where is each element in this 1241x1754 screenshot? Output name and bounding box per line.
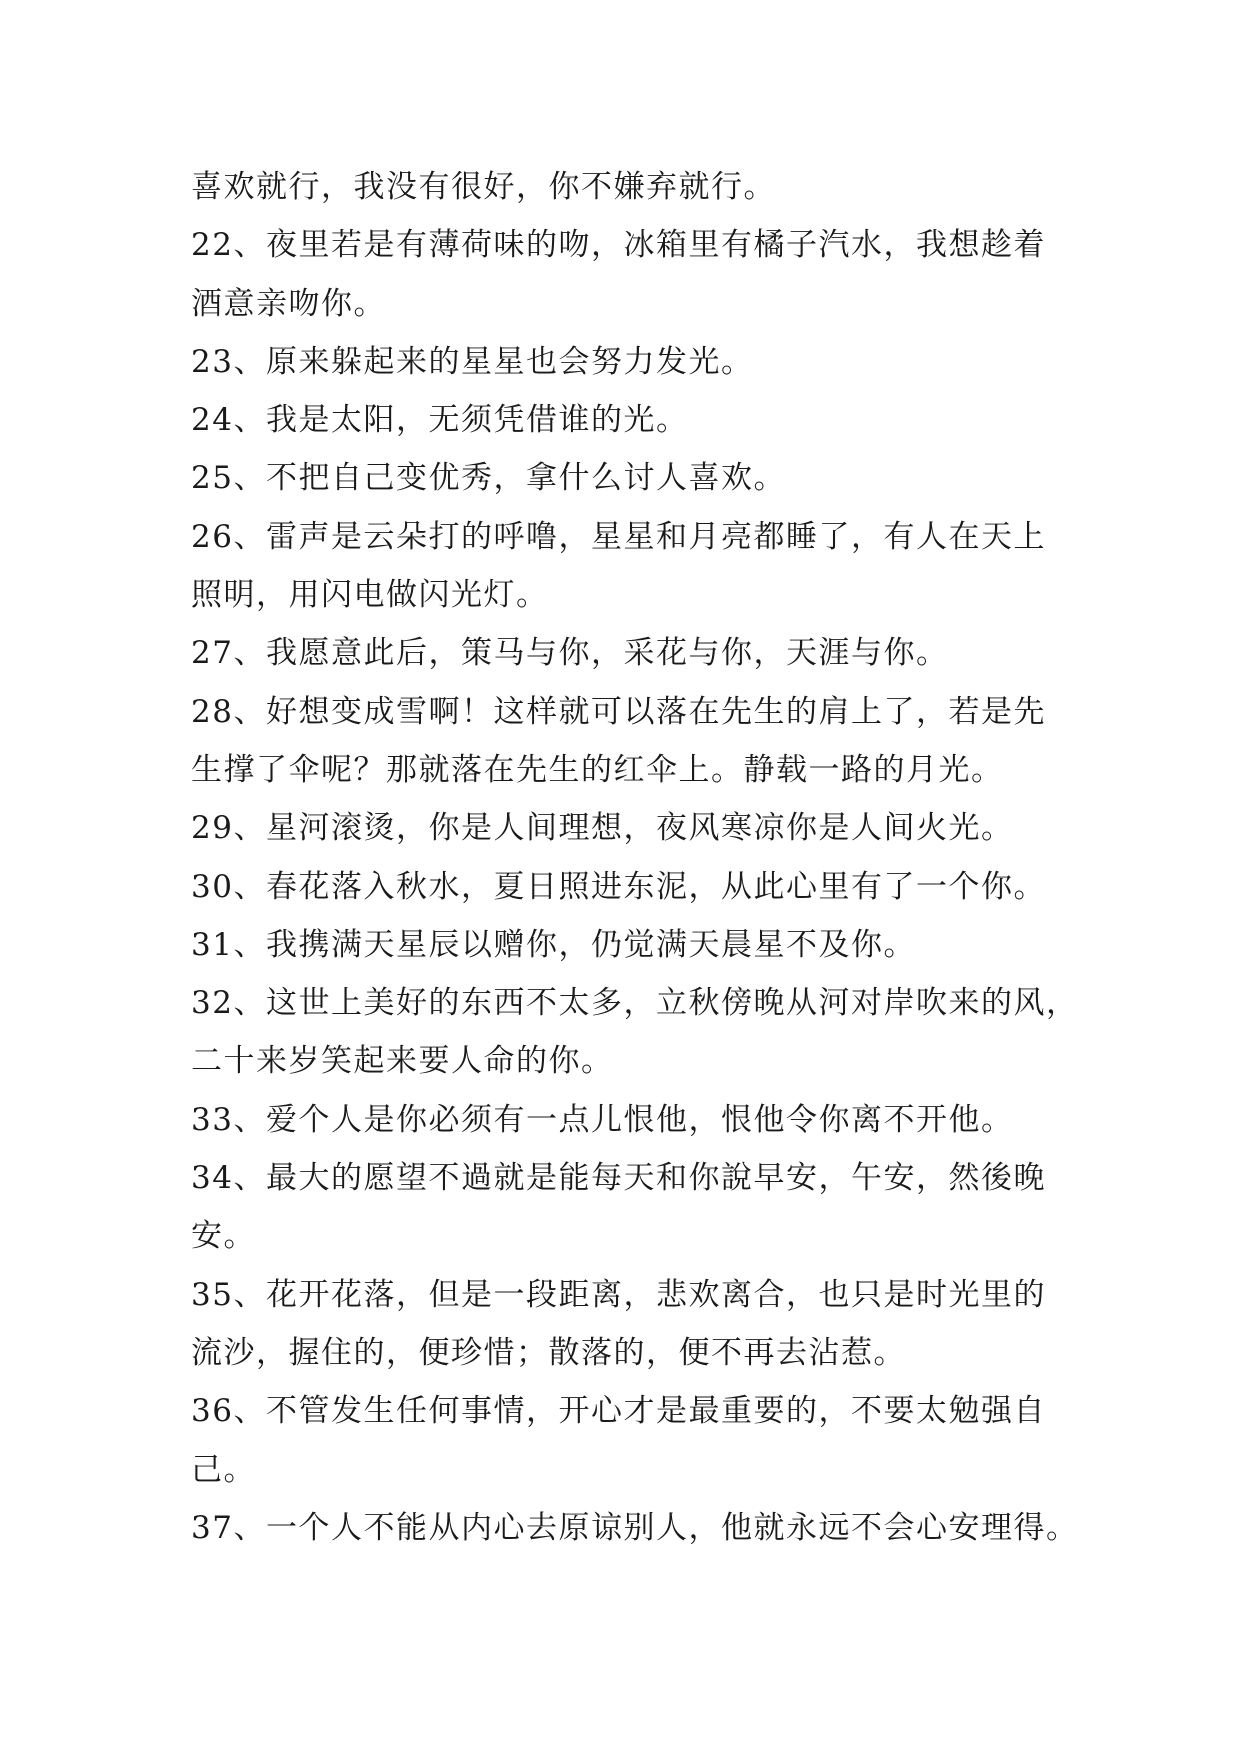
text-line: 二十来岁笑起来要人命的你。 [191,1043,614,1080]
text-line: 酒意亲吻你。 [191,285,386,322]
text-line: 24、我是太阳，无须凭借谁的光。 [191,402,689,439]
text-line: 27、我愿意此后，策马与你，采花与你，天涯与你。 [191,635,949,672]
text-line: 29、星河滚烫，你是人间理想，夜风寒凉你是人间火光。 [191,810,1014,847]
text-line: 安。 [191,1218,256,1255]
text-line: 26、雷声是云朵打的呼噜，星星和月亮都睡了，有人在天上 [191,518,1046,555]
text-line: 37、一个人不能从内心去原谅别人，他就永远不会心安理得。 [191,1509,1079,1546]
text-line: 喜欢就行，我没有很好，你不嫌弃就行。 [191,169,776,205]
text-line: 32、这世上美好的东西不太多，立秋傍晚从河对岸吹来的风， [191,985,1079,1022]
text-line: 流沙，握住的，便珍惜；散落的，便不再去沾惹。 [191,1334,906,1371]
text-line: 25、不把自己变优秀，拿什么讨人喜欢。 [191,460,786,497]
text-line: 35、花开花落，但是一段距离，悲欢离合，也只是时光里的 [191,1276,1046,1313]
text-line: 生撑了伞呢？那就落在先生的红伞上。静载一路的月光。 [191,751,1004,788]
text-line: 34、最大的愿望不過就是能每天和你說早安，午安，然後晚 [191,1160,1046,1197]
text-line: 33、爱个人是你必须有一点儿恨他，恨他令你离不开他。 [191,1101,1014,1138]
text-line: 31、我携满天星辰以赠你，仍觉满天晨星不及你。 [191,926,916,963]
text-line: 23、原来躲起来的星星也会努力发光。 [191,343,754,380]
text-line: 30、春花落入秋水，夏日照进东泥，从此心里有了一个你。 [191,868,1046,905]
text-line: 己。 [191,1451,256,1488]
text-line: 22、夜里若是有薄荷味的吻，冰箱里有橘子汽水，我想趁着 [191,227,1046,264]
text-line: 28、好想变成雪啊！这样就可以落在先生的肩上了，若是先 [191,693,1046,730]
text-line: 照明，用闪电做闪光灯。 [191,577,549,614]
text-line: 36、不管发生任何事情，开心才是最重要的，不要太勉强自 [191,1393,1046,1430]
body-text [191,158,1079,1557]
